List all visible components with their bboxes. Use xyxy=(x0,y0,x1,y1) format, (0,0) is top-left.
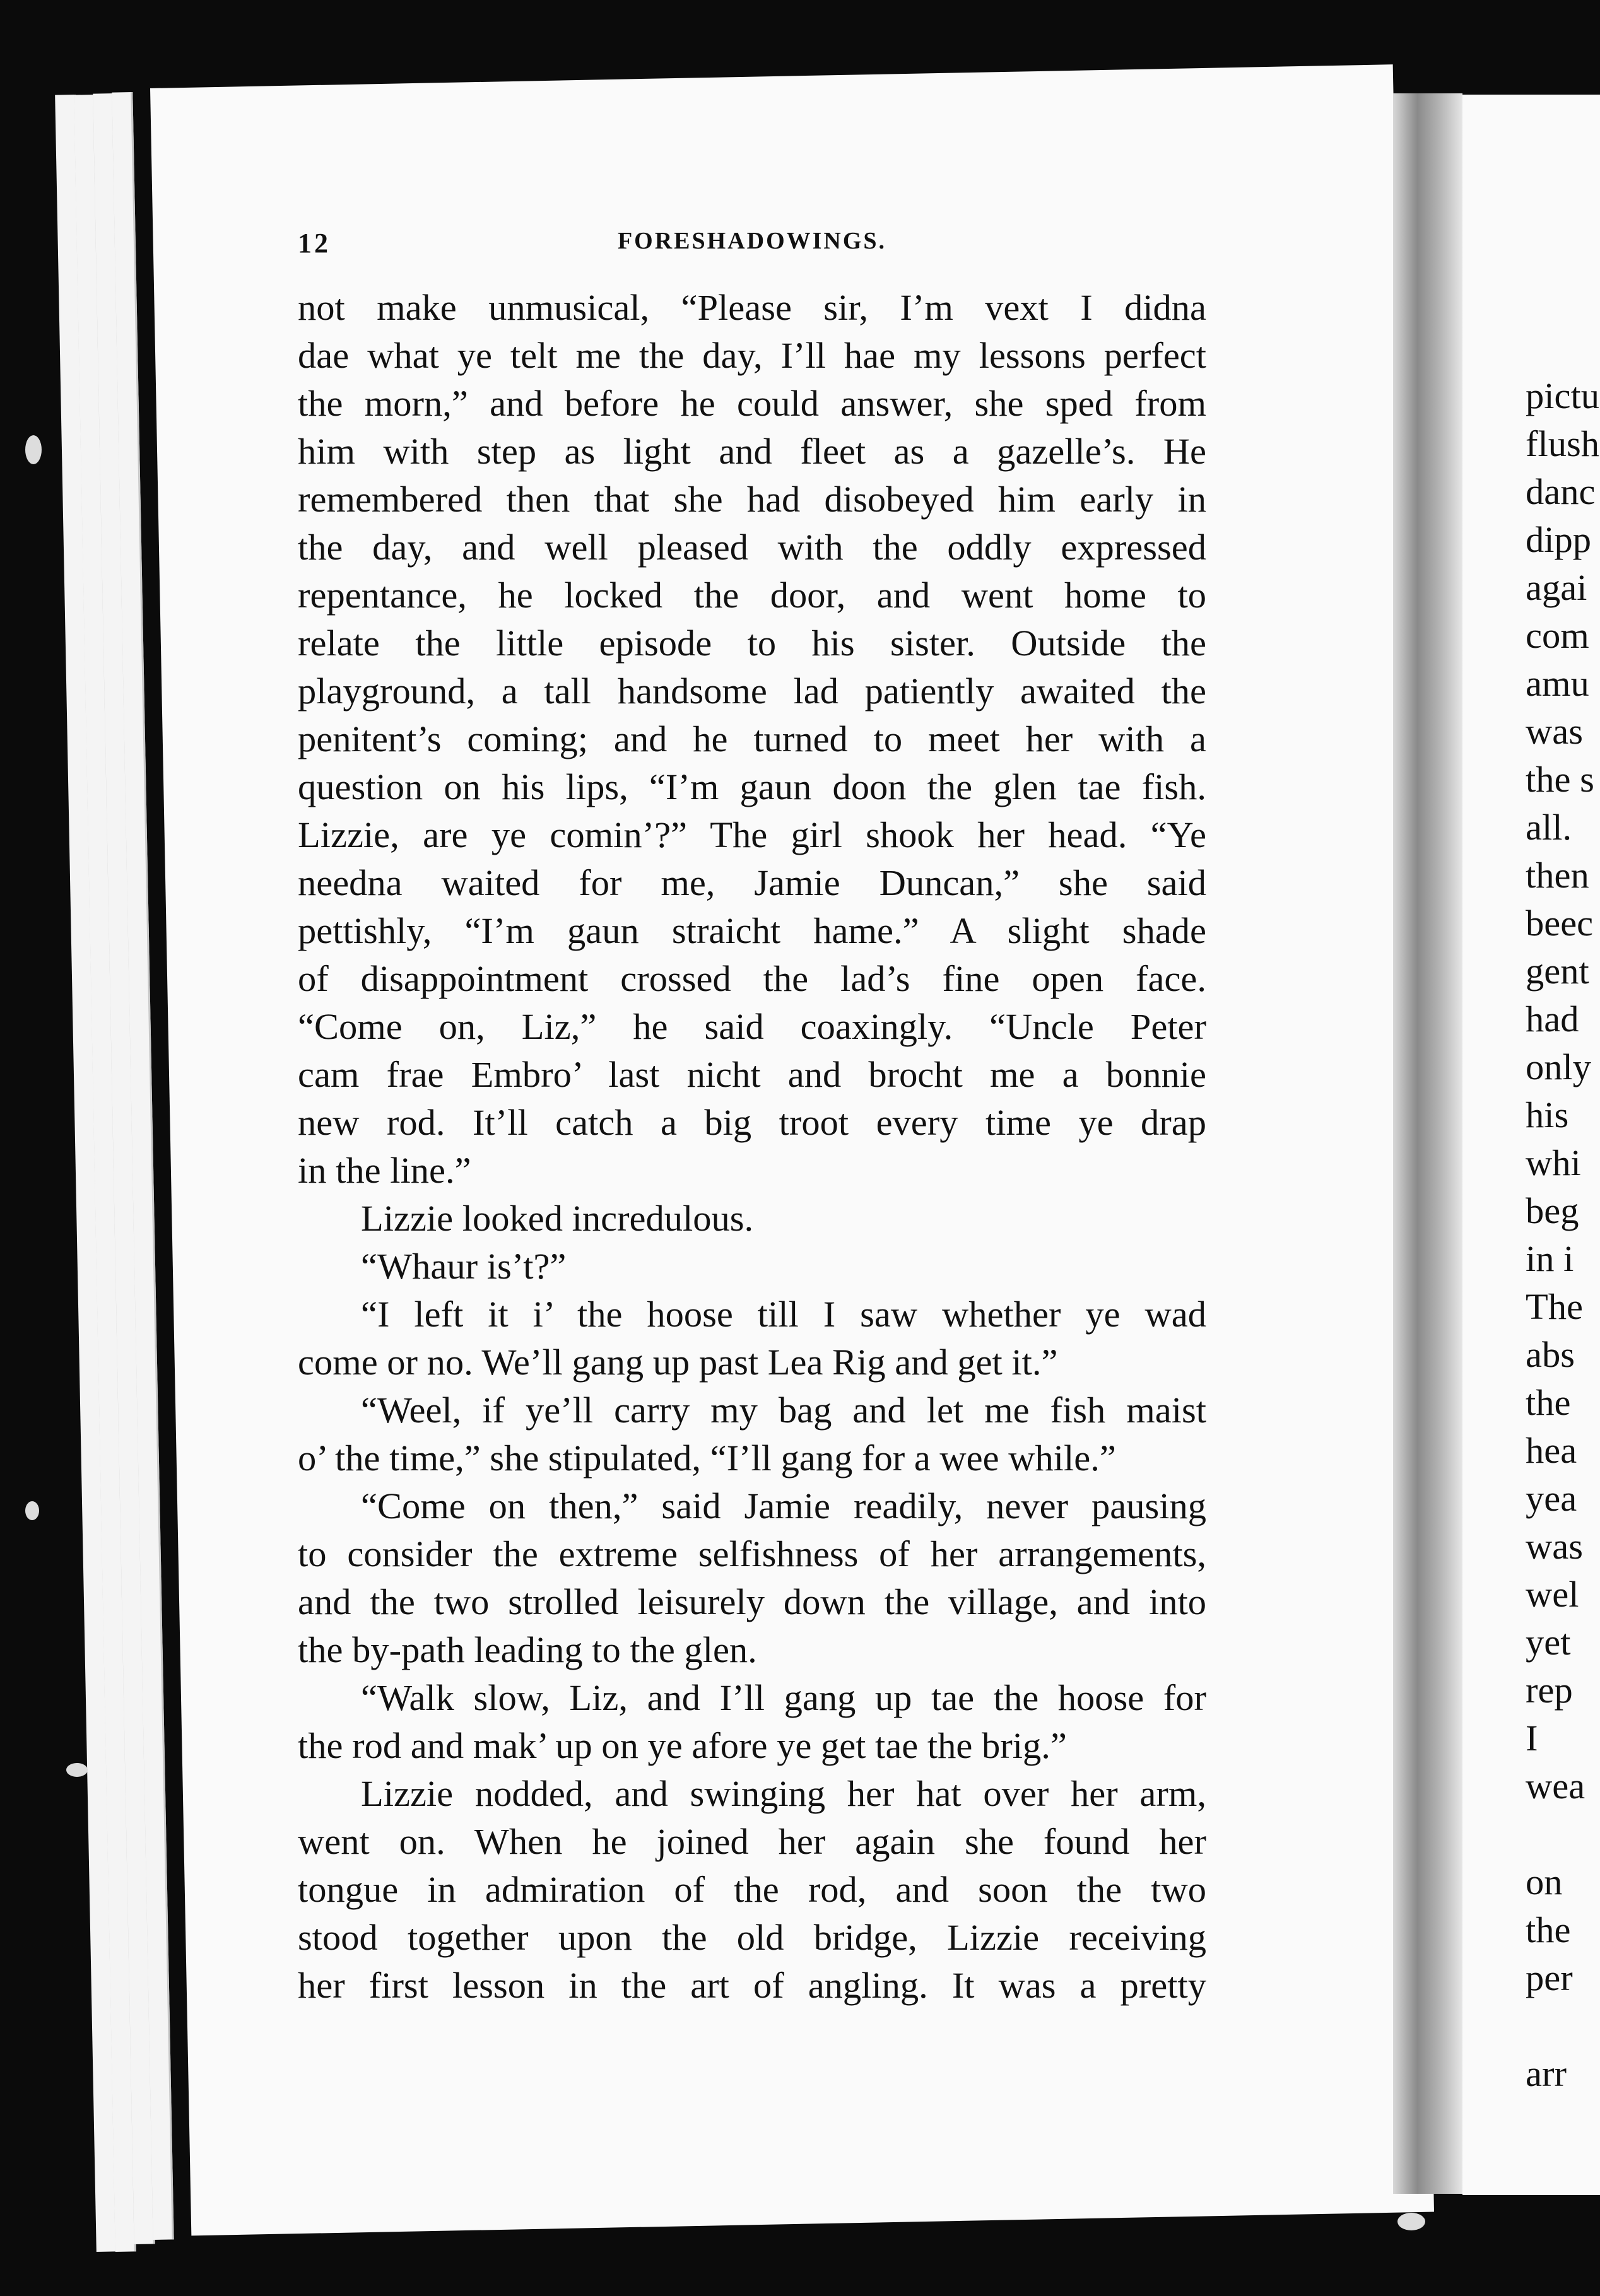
text-line: went on. When he joined her again she found her xyxy=(298,1821,1206,1862)
text-line: tongue in admiration of the rod, and soon the two xyxy=(298,1869,1206,1910)
text-line: come or no. We’ll gang up past Lea Rig and get it.” xyxy=(298,1342,1058,1383)
right-text-fragment: amu xyxy=(1526,663,1589,704)
page-header xyxy=(298,227,1206,278)
text-line: Lizzie looked incredulous. xyxy=(361,1198,754,1239)
right-text-fragment: flush xyxy=(1526,423,1599,464)
right-text-fragment: arr xyxy=(1526,2053,1567,2094)
text-line: “I left it i’ the hoose till I saw whether ye wad xyxy=(361,1294,1206,1335)
text-line: question on his lips, “I’m gaun doon the glen tae fish. xyxy=(298,766,1206,807)
scan-speck xyxy=(66,1763,88,1777)
running-head: FORESHADOWINGS. xyxy=(617,228,887,254)
right-text-fragment: wel xyxy=(1526,1574,1579,1615)
text-line: cam frae Embro’ last nicht and brocht me a bonnie xyxy=(298,1054,1206,1095)
text-line: “Whaur is’t?” xyxy=(361,1246,567,1287)
body-text xyxy=(298,284,1206,2010)
scan-speck xyxy=(1397,2213,1425,2230)
right-text-fragment: pictu xyxy=(1526,375,1599,416)
text-line: relate the little episode to his sister. Outside the xyxy=(298,623,1206,664)
right-text-fragment: had xyxy=(1526,999,1579,1040)
right-text-fragment: the xyxy=(1526,1382,1571,1423)
text-line: him with step as light and fleet as a gazelle’s. He xyxy=(298,431,1206,472)
right-text-fragment: beg xyxy=(1526,1190,1579,1231)
text-line: Lizzie nodded, and swinging her hat over her arm, xyxy=(361,1773,1206,1814)
right-text-fragment: the s xyxy=(1526,759,1594,800)
text-line: “Walk slow, Liz, and I’ll gang up tae the hoose for xyxy=(361,1677,1206,1718)
text-line: of disappointment crossed the lad’s fine open face. xyxy=(298,958,1206,999)
book-gutter xyxy=(1393,93,1462,2194)
text-line: to consider the extreme selfishness of her arrangements, xyxy=(298,1533,1206,1574)
text-line: the by-path leading to the glen. xyxy=(298,1629,757,1670)
text-line: the morn,” and before he could answer, she sped from xyxy=(298,383,1206,424)
page-number: 12 xyxy=(298,228,331,259)
right-page-text xyxy=(1526,372,1600,2098)
right-text-fragment: dipp xyxy=(1526,519,1592,560)
right-text-fragment: on xyxy=(1526,1861,1563,1902)
right-text-fragment: gent xyxy=(1526,951,1589,992)
text-line: penitent’s coming; and he turned to meet her with a xyxy=(298,718,1206,759)
text-line: repentance, he locked the door, and went home to xyxy=(298,575,1206,616)
text-line: Lizzie, are ye comin’?” The girl shook her head. “Ye xyxy=(298,814,1206,855)
text-line: pettishly, “I’m gaun straicht hame.” A slight shade xyxy=(298,910,1206,951)
right-text-fragment xyxy=(1526,2002,1600,2050)
text-line: remembered then that she had disobeyed him early in xyxy=(298,479,1206,520)
text-line: her first lesson in the art of angling. It was a pretty xyxy=(298,1965,1206,2006)
right-text-fragment: beec xyxy=(1526,903,1594,944)
right-text-fragment: then xyxy=(1526,855,1589,896)
scan-speck xyxy=(25,435,42,464)
text-line: stood together upon the old bridge, Lizzie receiving xyxy=(298,1917,1206,1958)
right-text-fragment: yet xyxy=(1526,1622,1571,1663)
text-line: new rod. It’ll catch a big troot every time ye drap xyxy=(298,1102,1206,1143)
right-text-fragment: wea xyxy=(1526,1766,1585,1807)
right-text-fragment: only xyxy=(1526,1046,1592,1087)
text-line: needna waited for me, Jamie Duncan,” she said xyxy=(298,862,1206,903)
right-text-fragment: hea xyxy=(1526,1430,1577,1471)
right-text-fragment: abs xyxy=(1526,1334,1575,1375)
right-text-fragment: per xyxy=(1526,1957,1573,1998)
text-line: the day, and well pleased with the oddly expressed xyxy=(298,527,1206,568)
right-text-fragment: yea xyxy=(1526,1478,1577,1519)
right-text-fragment: agai xyxy=(1526,567,1587,608)
right-text-fragment: I xyxy=(1526,1718,1538,1759)
right-page xyxy=(1462,95,1600,2195)
right-text-fragment: his xyxy=(1526,1094,1569,1135)
text-line: the rod and mak’ up on ye afore ye get tae the brig.” xyxy=(298,1725,1067,1766)
right-text-fragment: com xyxy=(1526,615,1589,656)
scan-speck xyxy=(25,1501,39,1520)
right-text-fragment: in i xyxy=(1526,1238,1574,1279)
right-text-fragment: all. xyxy=(1526,807,1572,848)
right-text-fragment: was xyxy=(1526,1526,1583,1567)
text-line: playground, a tall handsome lad patiently awaited the xyxy=(298,671,1206,712)
text-line: dae what ye telt me the day, I’ll hae my lessons perfect xyxy=(298,335,1206,376)
right-text-fragment: rep xyxy=(1526,1670,1573,1711)
text-line: “Weel, if ye’ll carry my bag and let me fish maist xyxy=(361,1390,1206,1431)
text-line: and the two strolled leisurely down the village, and into xyxy=(298,1581,1206,1622)
text-line: o’ the time,” she stipulated, “I’ll gang for a wee while.” xyxy=(298,1438,1116,1479)
text-line: “Come on, Liz,” he said coaxingly. “Uncle Peter xyxy=(298,1006,1206,1047)
right-text-fragment: was xyxy=(1526,711,1583,752)
right-text-fragment: whi xyxy=(1526,1142,1581,1183)
text-line: “Come on then,” said Jamie readily, never pausing xyxy=(361,1485,1206,1526)
right-text-fragment xyxy=(1526,1810,1600,1858)
text-line: not make unmusical, “Please sir, I’m vext I didna xyxy=(298,287,1206,328)
text-line: in the line.” xyxy=(298,1150,471,1191)
right-text-fragment: The xyxy=(1526,1286,1583,1327)
right-text-fragment: danc xyxy=(1526,471,1596,512)
right-text-fragment: the xyxy=(1526,1909,1571,1950)
